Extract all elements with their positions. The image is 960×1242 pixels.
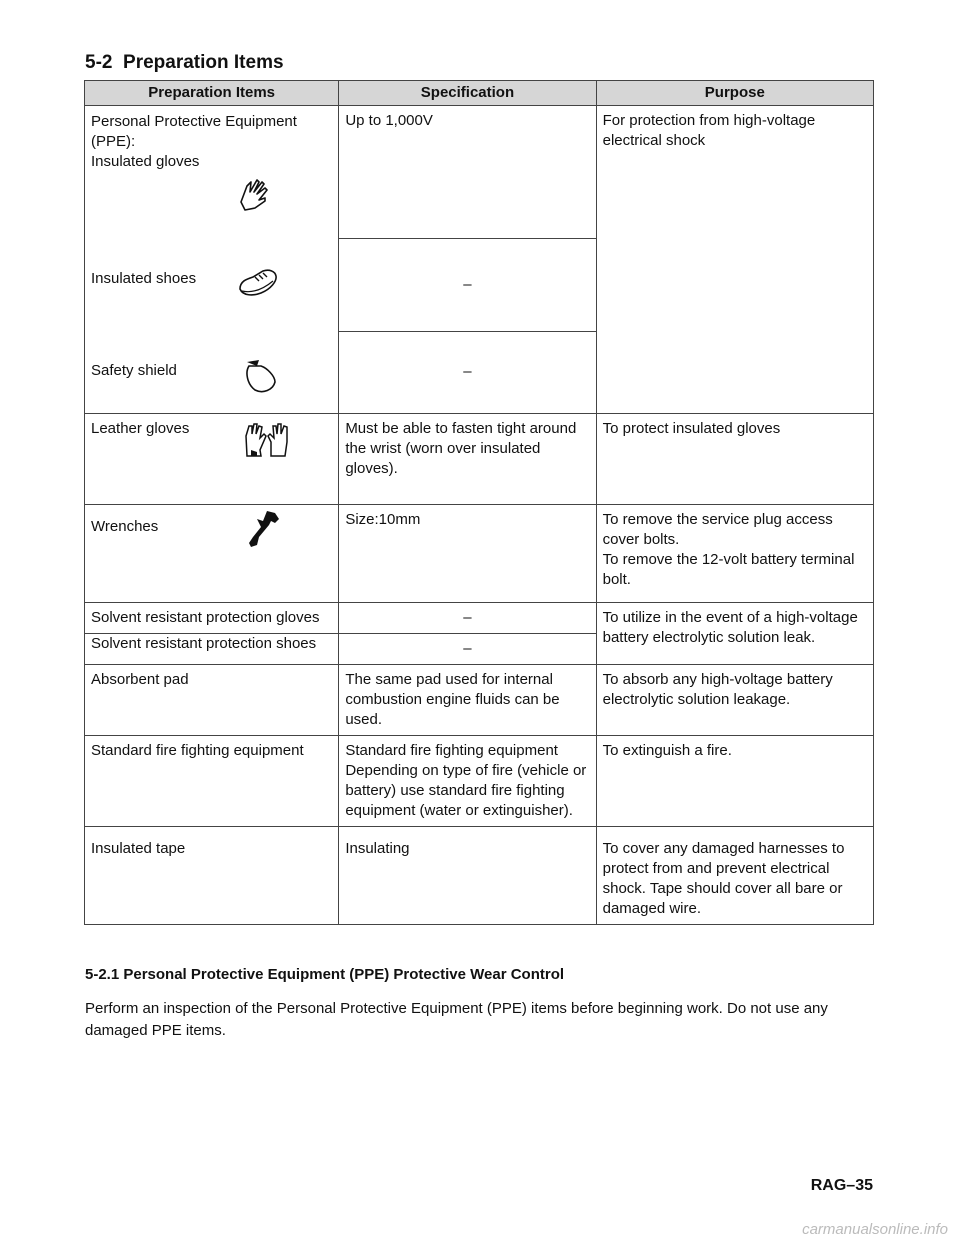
- table-row: [85, 106, 874, 239]
- ppe-purpose: For protection from high-voltage electrical shock: [596, 106, 873, 414]
- table-header-row: [85, 81, 874, 106]
- section-title-text: Preparation Items: [123, 52, 284, 73]
- solvent-purpose: To utilize in the event of a high-voltage battery electrolytic solution leak.: [596, 603, 873, 665]
- absorbent-spec: The same pad used for internal combustion engine fluids can be used.: [339, 665, 596, 736]
- wrenches-spec: Size:10mm: [339, 505, 596, 603]
- tape-item: Insulated tape: [85, 827, 339, 925]
- ppe-gloves-spec: Up to 1,000V: [339, 106, 596, 239]
- leather-gloves-cell: [85, 414, 339, 505]
- ppe-group-label-2: (PPE):: [91, 133, 136, 150]
- ppe-shoes-label: Insulated shoes: [91, 270, 197, 287]
- table-row: [85, 736, 874, 827]
- fire-purpose: To extinguish a fire.: [596, 736, 873, 827]
- wrenches-cell: [85, 505, 339, 603]
- table-row: [85, 827, 874, 925]
- fire-spec-1: Standard fire fighting equipment: [345, 742, 558, 759]
- wrenches-purpose-2: To remove the 12-volt battery terminal bolt.: [602, 551, 855, 588]
- ppe-items-cell: [85, 106, 339, 414]
- ppe-gloves-label: Insulated gloves: [91, 153, 200, 170]
- solvent-gloves-item: Solvent resistant protection gloves: [85, 603, 339, 634]
- solvent-shoes-spec: –: [339, 634, 596, 665]
- absorbent-purpose: To absorb any high-voltage battery electrolytic solution leakage.: [596, 665, 873, 736]
- header-specification: Specification: [339, 81, 596, 106]
- watermark: carmanualsonline.info: [802, 1221, 948, 1238]
- fire-spec-2: Depending on type of fire (vehicle or battery) use standard fire fighting equipment (water or extinguisher).: [345, 762, 587, 819]
- section-title: [85, 52, 284, 74]
- insulated-glove-icon: [237, 176, 277, 216]
- ppe-shield-spec: –: [339, 331, 596, 413]
- fire-spec-cell: [339, 736, 596, 827]
- solvent-gloves-spec: –: [339, 603, 596, 634]
- fire-item: Standard fire fighting equipment: [85, 736, 339, 827]
- tape-purpose: To cover any damaged harnesses to protect from and prevent electrical shock. Tape should cover all bare or damaged wire.: [596, 827, 873, 925]
- header-items: Preparation Items: [85, 81, 339, 106]
- table-row: [85, 603, 874, 634]
- leather-gloves-icon: [243, 420, 291, 460]
- leather-gloves-label: Leather gloves: [91, 420, 190, 437]
- ppe-shoes-spec: –: [339, 239, 596, 332]
- leather-gloves-purpose: To protect insulated gloves: [596, 414, 873, 505]
- subsection-title: 5-2.1 Personal Protective Equipment (PPE) Protective Wear Control: [85, 966, 565, 983]
- page-number: RAG–35: [810, 1177, 873, 1194]
- tape-spec: Insulating: [339, 827, 596, 925]
- leather-gloves-spec: Must be able to fasten tight around the wrist (worn over insulated gloves).: [339, 414, 596, 505]
- solvent-shoes-item: Solvent resistant protection shoes: [85, 634, 339, 665]
- ppe-shield-label: Safety shield: [91, 362, 177, 379]
- section-number: 5-2: [85, 52, 113, 73]
- table-row: [85, 665, 874, 736]
- wrenches-purpose-cell: [596, 505, 873, 603]
- absorbent-item: Absorbent pad: [85, 665, 339, 736]
- body-paragraph: Perform an inspection of the Personal Protective Equipment (PPE) items before beginning work. Do not use any damaged PPE items.: [85, 1000, 828, 1039]
- header-purpose: Purpose: [596, 81, 873, 106]
- wrenches-purpose-1: To remove the service plug access cover bolts.: [602, 511, 833, 548]
- insulated-shoe-icon: [237, 267, 279, 299]
- safety-shield-icon: [241, 358, 281, 396]
- preparation-items-table: [84, 80, 874, 925]
- wrenches-label: Wrenches: [91, 518, 159, 535]
- table-row: [85, 414, 874, 505]
- wrench-icon: [245, 509, 285, 551]
- ppe-group-label-1: Personal Protective Equipment: [91, 113, 297, 130]
- table-row: [85, 505, 874, 603]
